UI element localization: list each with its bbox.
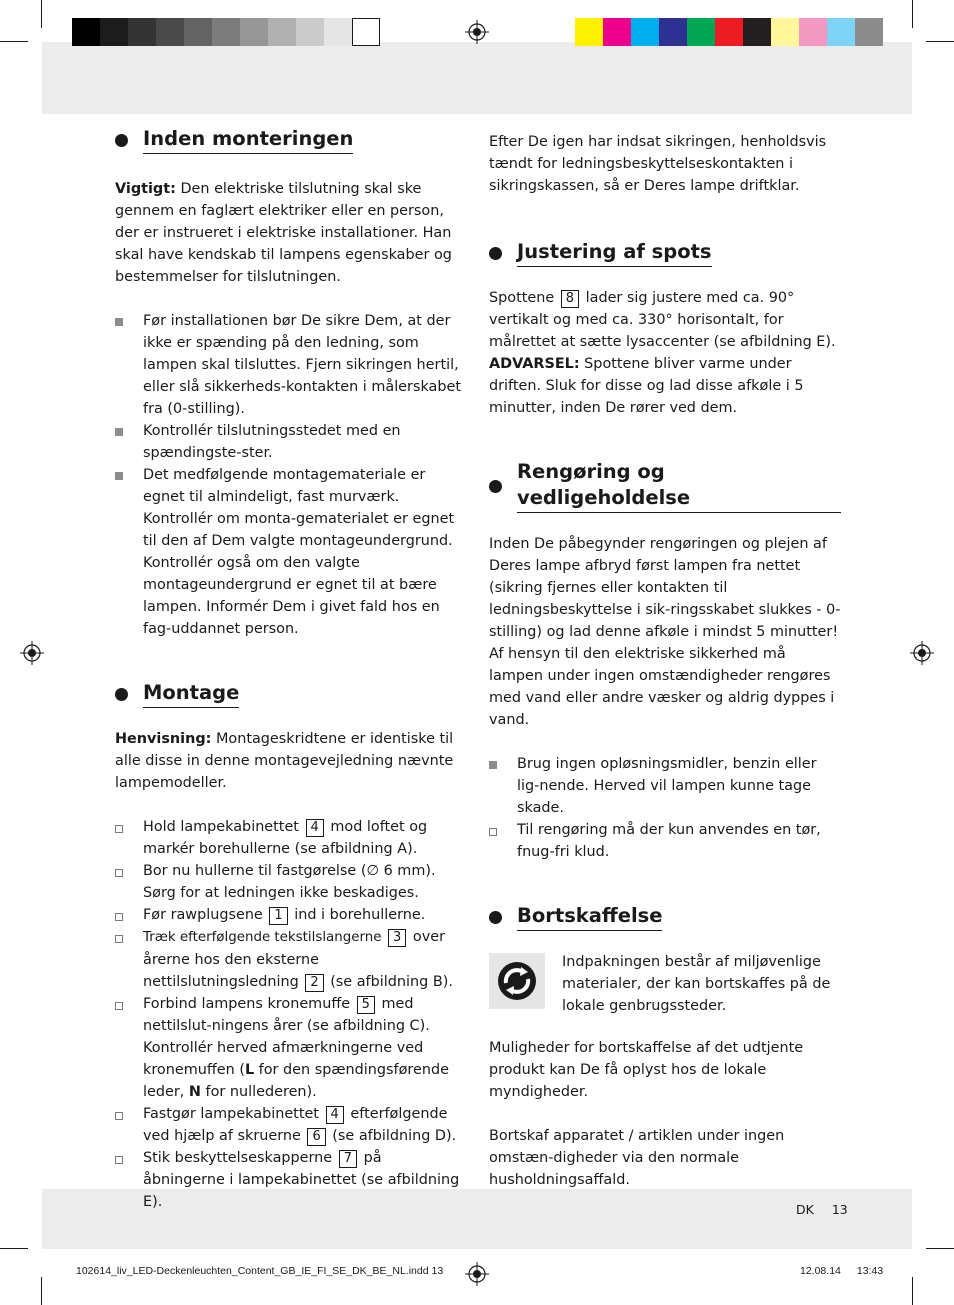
hint-note: Henvisning: Montageskridtene er identiske til alle disse in denne montagevejledning nævnte lampemodeller. (115, 731, 454, 791)
disposal-paragraph: Muligheder for bortskaffelse af det udtjente produkt kan De få oplyst hos de lokale myndigheder. (489, 1040, 804, 1100)
list-item: Træk efterfølgende tekstilslangerne 3 over årerne hos den eksterne nettilslutningsledning 2 (se afbildning B). (115, 926, 467, 993)
left-column (115, 126, 467, 1213)
checkbox-bullet-icon (115, 1112, 123, 1120)
intro-paragraph: Efter De igen har indsat sikringen, henholdsvis tændt for ledningsbeskyttelseskontakten i sikringskassen, så er Deres lampe driftklar. (489, 134, 827, 194)
checkbox-bullet-icon (115, 913, 123, 921)
list-item: Bor nu hullerne til fastgørelse (∅ 6 mm). Sørg for at ledningen ikke beskadiges. (115, 860, 467, 904)
important-note: Vigtigt: Den elektriske tilslutning skal ske gennem en faglært elektriker eller en person, der er instrueret i elektriske installationer. Han skal have kendskab til lampens egenskaber og bestemmelser for tilslutningen. (115, 181, 452, 285)
crop-mark (912, 0, 913, 28)
right-column (489, 131, 841, 1191)
crop-mark (0, 41, 28, 42)
process-swatch (855, 18, 883, 46)
crop-mark (41, 1277, 42, 1305)
grays-swatch (268, 18, 296, 46)
spot-adjust-paragraph: Spottene 8 lader sig justere med ca. 90° vertikalt og med ca. 330° horisontalt, for målrettet at sætte lysaccenter (se afbildning E). (489, 290, 836, 350)
process-swatch (659, 18, 687, 46)
precaution-list (115, 310, 467, 640)
section-heading: Justering af spots (489, 239, 841, 267)
grays-swatch (100, 18, 128, 46)
crop-mark (926, 41, 954, 42)
grays-swatch (212, 18, 240, 46)
grays-swatch (72, 18, 100, 46)
section-heading: Rengøring og vedligeholdelse (489, 459, 841, 513)
process-swatch (575, 18, 603, 46)
process-swatch (715, 18, 743, 46)
checkbox-bullet-icon (115, 1156, 123, 1164)
assembly-steps (115, 816, 467, 1213)
registration-mark-icon (910, 641, 934, 665)
bullet-dot-icon (489, 247, 502, 260)
section-heading: Inden monteringen (115, 126, 467, 154)
process-swatch (771, 18, 799, 46)
list-item: Forbind lampens kronemuffe 5 med nettilslut-ningens årer (se afbildning C). Kontrollér herved afmærkningerne ved kronemuffen (L for den spændingsførende leder, N for nullederen). (115, 993, 467, 1103)
process-swatch (743, 18, 771, 46)
warning-paragraph: ADVARSEL: Spottene bliver varme under driften. Sluk for disse og lad disse afkøle i 5 minutter, inden De rører ved dem. (489, 356, 804, 416)
page-number: DK 13 (796, 1202, 848, 1217)
checkbox-bullet-icon (115, 1002, 123, 1010)
grays-swatch (128, 18, 156, 46)
safety-paragraph: Af hensyn til den elektriske sikkerhed må lampen under ingen omstændigheder rengøres med vand eller andre væsker og aldrig dyppes i vand. (489, 646, 835, 728)
bullet-dot-icon (115, 134, 128, 147)
cleaning-list (489, 753, 841, 863)
grays-swatch (184, 18, 212, 46)
crop-mark (0, 1248, 28, 1249)
registration-mark-icon (465, 20, 489, 44)
list-item: Brug ingen opløsningsmidler, benzin eller lig-nende. Herved vil lampen kunne tage skade. (489, 753, 841, 819)
process-swatch (631, 18, 659, 46)
process-swatch (827, 18, 855, 46)
grays-swatch (324, 18, 352, 46)
recycling-logo (489, 953, 545, 1009)
bullet-dot-icon (489, 480, 502, 493)
registration-mark-icon (20, 641, 44, 665)
grays-swatch (240, 18, 268, 46)
process-swatch (799, 18, 827, 46)
square-bullet-icon (115, 472, 123, 480)
checkbox-bullet-icon (115, 869, 123, 877)
square-bullet-icon (489, 761, 497, 769)
section-heading: Bortskaffelse (489, 903, 841, 931)
grays-swatch (296, 18, 324, 46)
list-item: Det medfølgende montagemateriale er egnet til almindeligt, fast murværk. Kontrollér om monta-gematerialet er egnet til den af Dem valgte montageundergrund. Kontrollér også om den valgte montageundergrund er egnet til at bære lampen. Informér Dem i givet fald hos en fag-uddannet person. (115, 464, 467, 640)
file-slug: 102614_liv_LED-Deckenleuchten_Content_GB_IE_FI_SE_DK_BE_NL.indd 13 (76, 1265, 444, 1277)
grays-swatch (156, 18, 184, 46)
crop-mark (926, 1248, 954, 1249)
list-item: Stik beskyttelseskapperne 7 på åbningerne i lampekabinettet (se afbildning E). (115, 1147, 467, 1213)
list-item: Før installationen bør De sikre Dem, at der ikke er spænding på den ledning, som lampen skal tilsluttes. Fjern sikringen hertil, eller slå sikkerheds-kontakten i målerskabet fra (0-stilling). (115, 310, 467, 420)
slug-timestamp: 12.08.14 13:43 (800, 1265, 884, 1277)
square-bullet-icon (115, 318, 123, 326)
registration-mark-icon (465, 1262, 489, 1286)
list-item: Til rengøring må der kun anvendes en tør, fnug-fri klud. (489, 819, 841, 863)
gray-calibration-bar (72, 18, 380, 46)
section-heading: Montage (115, 680, 467, 708)
bullet-dot-icon (489, 911, 502, 924)
process-swatch (687, 18, 715, 46)
packaging-block: Indpakningen består af miljøvenlige materialer, der kan bortskaffes på de lokale genbrugssteder. (489, 951, 841, 1017)
checkbox-bullet-icon (489, 828, 497, 836)
grays-swatch (352, 18, 380, 46)
green-dot-icon (497, 961, 537, 1001)
square-bullet-icon (115, 428, 123, 436)
crop-mark (912, 1277, 913, 1305)
list-item: Kontrollér tilslutningsstedet med en spændingste-ster. (115, 420, 467, 464)
list-item: Før rawplugsene 1 ind i borehullerne. (115, 904, 467, 926)
bullet-dot-icon (115, 688, 128, 701)
process-swatch (603, 18, 631, 46)
list-item: Hold lampekabinettet 4 mod loftet og markér borehullerne (se afbildning A). (115, 816, 467, 860)
disposal-warning-paragraph: Bortskaf apparatet / artiklen under ingen omstæn-digheder via den normale husholdningsaffald. (489, 1128, 785, 1188)
checkbox-bullet-icon (115, 935, 123, 943)
color-calibration-bar (575, 18, 883, 46)
checkbox-bullet-icon (115, 825, 123, 833)
list-item: Fastgør lampekabinettet 4 efterfølgende ved hjælp af skruerne 6 (se afbildning D). (115, 1103, 467, 1147)
crop-mark (41, 0, 42, 28)
cleaning-paragraph: Inden De påbegynder rengøringen og plejen af Deres lampe afbryd først lampen fra nettet (sikring fjernes eller kontakten til ledningsbeskyttelse i sik-ringsskabet slukkes - 0-stilling) og lad denne afkøle i mindst 5 minutter! (489, 536, 841, 640)
header-band (42, 42, 912, 114)
